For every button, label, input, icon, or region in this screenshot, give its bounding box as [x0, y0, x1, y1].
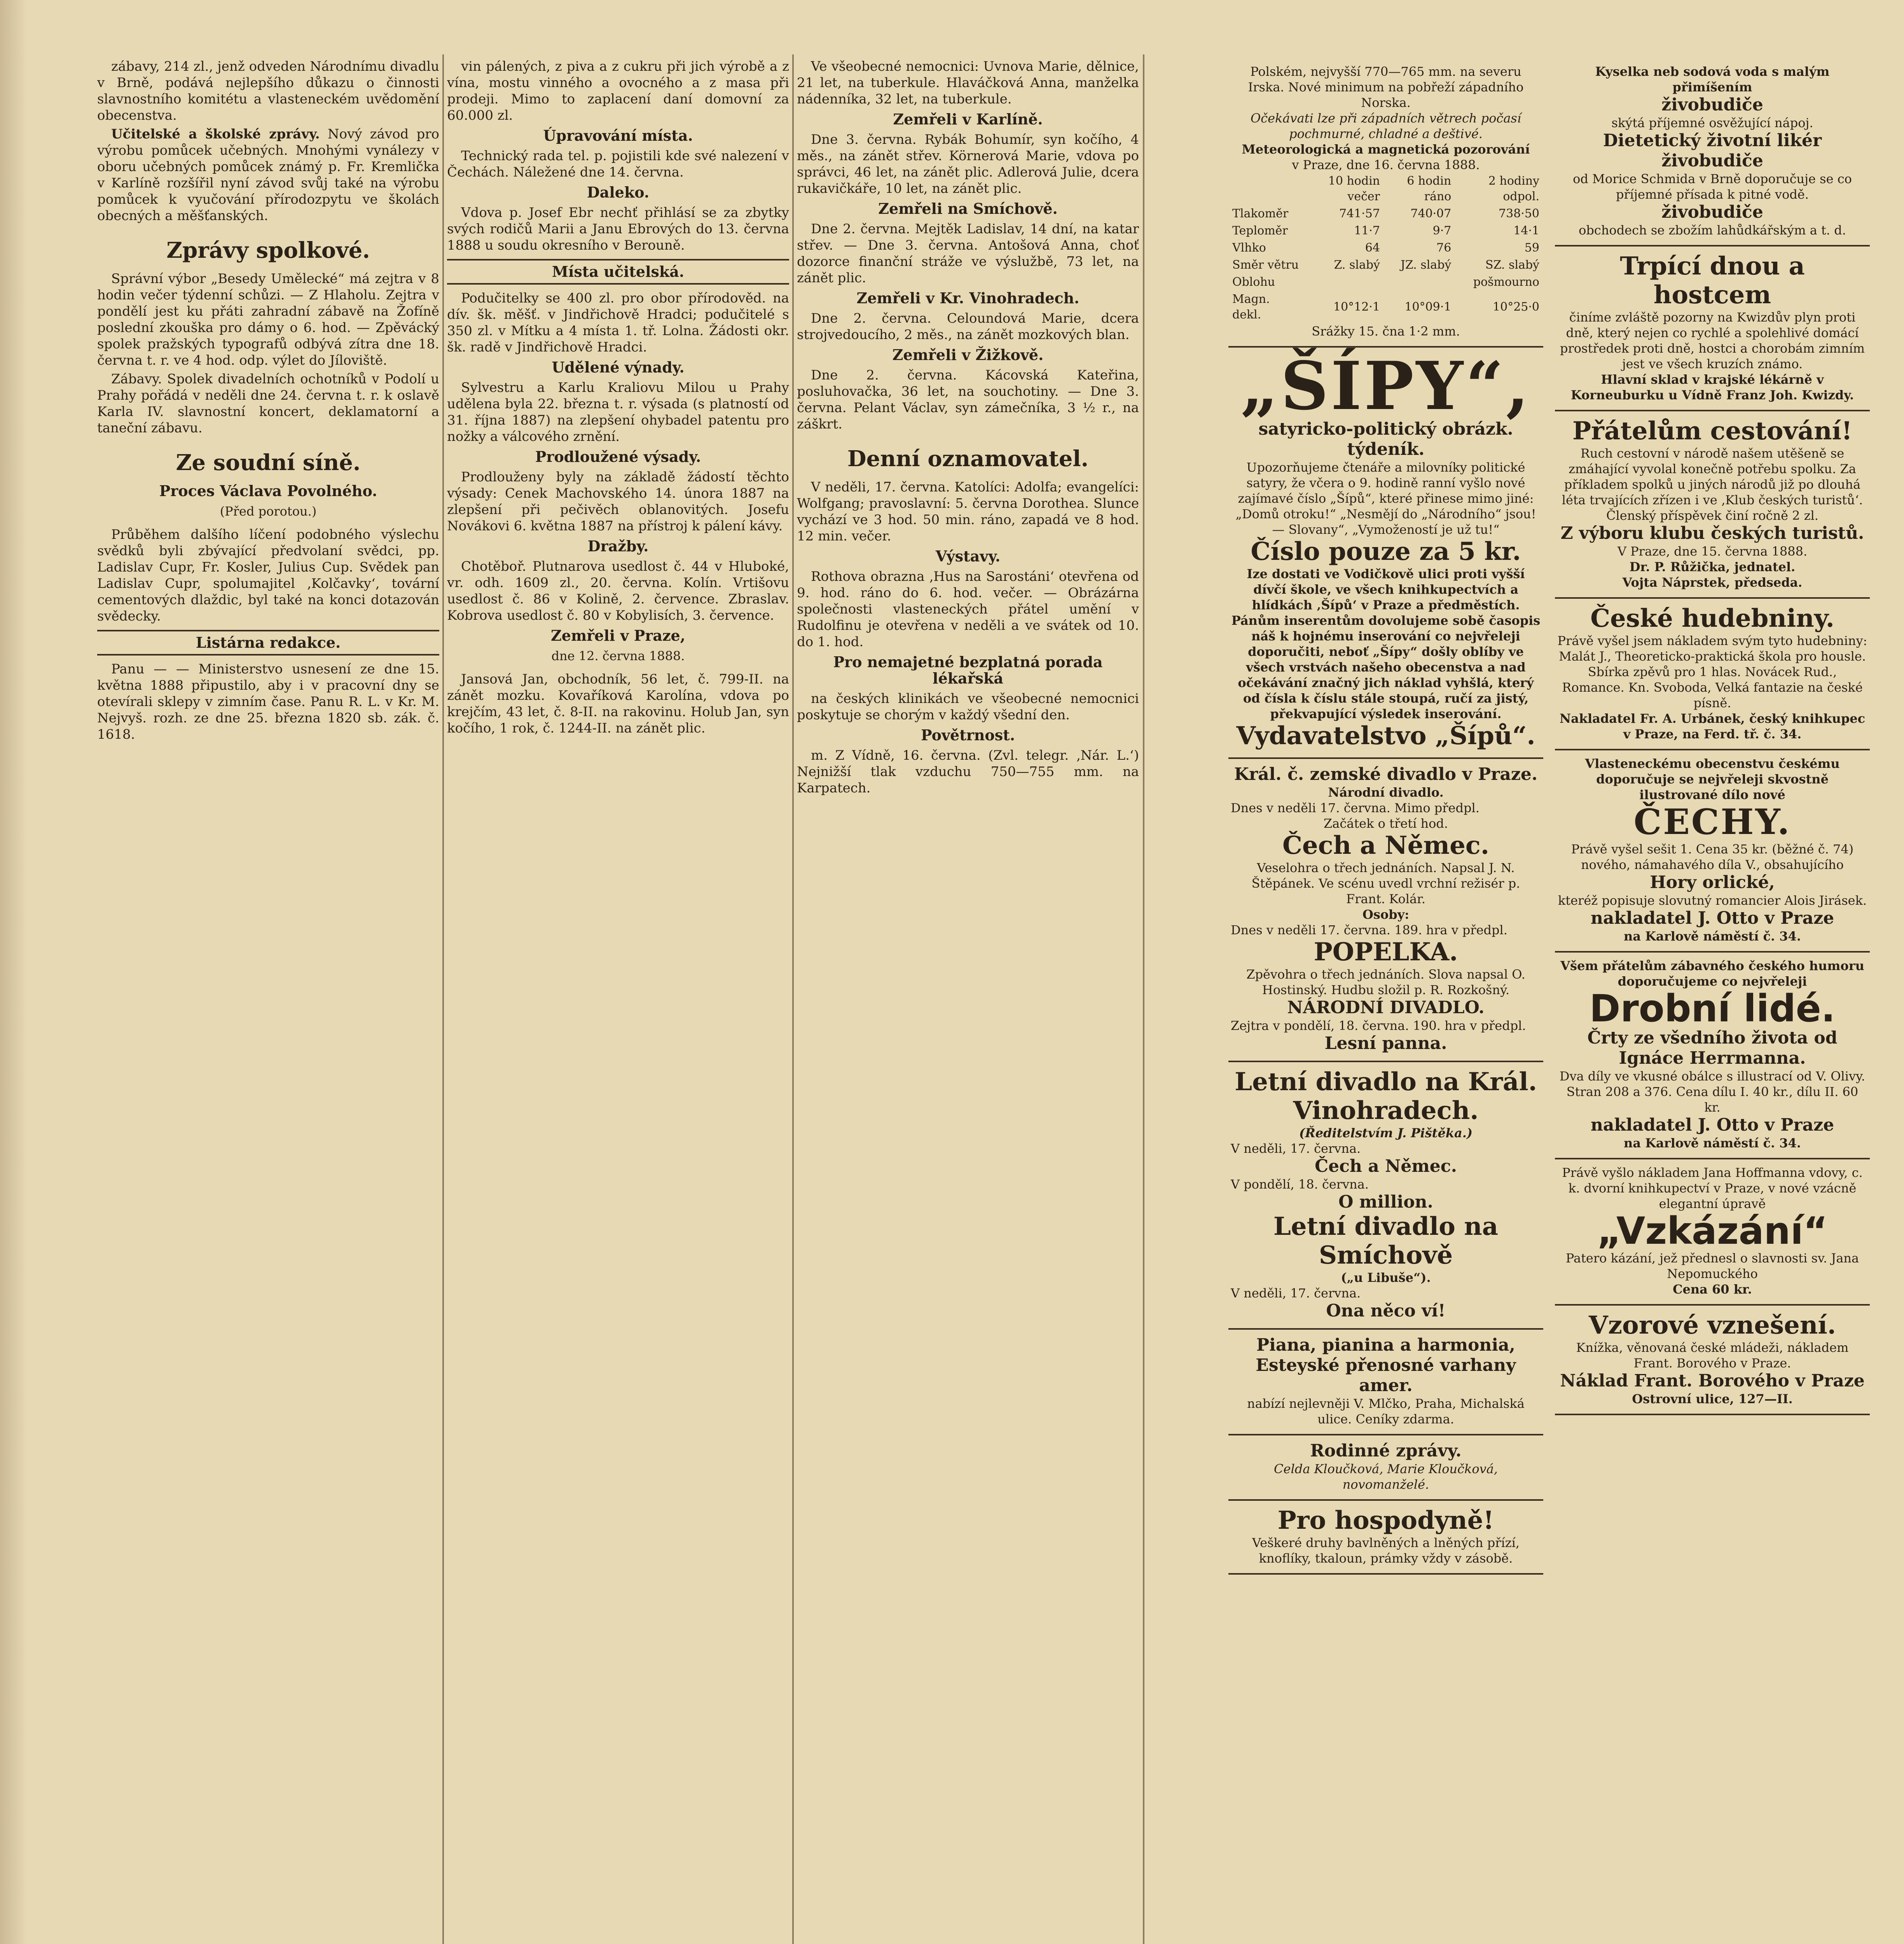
- programme-date: Zejtra v pondělí, 18. června.: [1231, 1018, 1409, 1033]
- ad-publisher: nakladatel J. Otto v Praze: [1590, 908, 1834, 928]
- ad-address: Ostrovní ulice, 127—II.: [1632, 1392, 1793, 1406]
- ad-column-left: [1228, 58, 1543, 1944]
- ad-subtitle: Národní divadlo.: [1328, 785, 1444, 800]
- ad-text: Vlasteneckému obecenstvu českému doporučuje se nejvřeleji skvostně ilustrované dílo nové: [1585, 756, 1840, 802]
- table-cell: JZ. slabý: [1400, 258, 1452, 272]
- column-text: Dne 2. června. Kácovská Kateřina, posluhovačka, 36 let, na souchotiny. — Dne 3. června. Pelant Václav, syn zámečníka, 3 ½ r., na záškrt.: [797, 367, 1139, 432]
- table-cell: 11·7: [1354, 224, 1380, 238]
- ad-text: Kyselka neb sodová voda s malým přimíšením: [1595, 64, 1830, 94]
- ad-text: Dva díly ve vkusné obálce s illustrací od V. Olivy. Stran 208 a 376. Cena dílu I. 40 kr., dílu II. 60 kr.: [1559, 1069, 1866, 1115]
- section-heading: NÁRODNÍ DIVADLO.: [1287, 998, 1485, 1017]
- ad-price: Cena 60 kr.: [1673, 1282, 1752, 1297]
- ad-subtitle: Esteyské přenosné varhany amer.: [1256, 1355, 1516, 1395]
- section-heading: Ze soudní síně.: [176, 450, 361, 476]
- ad-title: ČECHY.: [1633, 801, 1791, 843]
- ad-subtitle: („u Libuše“).: [1341, 1270, 1431, 1285]
- column-text: Technický rada tel. p. pojistili kde své nalezení v Čechách. Náležené dne 14. června.: [447, 148, 789, 180]
- table-cell: 740·07: [1410, 207, 1452, 220]
- ad-title: „ŠÍPY“,: [1240, 347, 1532, 425]
- play-title: Čech a Němec.: [1315, 1156, 1457, 1176]
- ad-subtitle: Z výboru klubu českých turistů.: [1560, 523, 1864, 543]
- ad-text: Právě vyšlo nákladem Jana Hoffmanna vdovy, c. k. dvorní knihkupectví v Praze, v nové vzácně elegantní úpravě: [1562, 1165, 1863, 1211]
- section-heading: Udělené výnady.: [552, 358, 685, 376]
- ad-title: Letní divadlo na Král. Vinohradech.: [1235, 1067, 1537, 1125]
- ad-price: Číslo pouze za 5 kr.: [1251, 537, 1521, 566]
- table-cell: Magn. dekl.: [1232, 292, 1270, 322]
- section-heading: Povětrnost.: [921, 726, 1015, 744]
- column-text: Prodlouženy byly na základě žádostí těchto výsady: Cenek Machovského 14. února 1887 na zlepšení při pečivěch oblanovitých. Josefu Novákovi 6. května 1887 na přístroj k pálení kávy.: [447, 469, 789, 534]
- table-header: 6 hodin ráno: [1407, 174, 1452, 203]
- ad-text: Všem přátelům zábavného českého humoru doporučujeme co nejvřeleji: [1560, 958, 1864, 989]
- table-row: [1231, 291, 1541, 323]
- ad-text: činíme zvláště pozorny na Kwizdův plyn proti dně, který nejen co rychlé a spolehlivé domácí prostředek proti dně, hostci a chorobám zimním jest ve všech kruzích známo.: [1560, 310, 1865, 371]
- ad-text: Veškeré druhy bavlněných a lněných přízí, knoflíky, tkaloun, prámky vždy v zásobě.: [1252, 1535, 1520, 1566]
- programme-date: V neděli, 17. června.: [1231, 1286, 1361, 1301]
- section-heading: Zemřeli v Karlíně.: [893, 110, 1043, 128]
- ad-title: Dietetický životní likér živobudiče: [1603, 131, 1822, 171]
- weather-table: [1231, 173, 1541, 323]
- school-news: [97, 126, 439, 224]
- table-cell: [1301, 274, 1382, 291]
- ad-subtitle: Hory orlické,: [1650, 872, 1775, 892]
- article-subtitle: dne 12. června 1888.: [551, 649, 685, 663]
- section-heading: Zprávy spolkové.: [166, 238, 370, 263]
- ad-title: „Vzkázání“: [1597, 1209, 1828, 1253]
- ad-title: Přátelům cestování!: [1572, 416, 1852, 446]
- table-row: [1231, 274, 1541, 291]
- ad-title: Trpící dnou a hostcem: [1620, 252, 1805, 309]
- ad-drobni-lide: [1555, 953, 1870, 1159]
- column-text: Panu — — Ministerstvo usnesení ze dne 15. května 1888 připustilo, aby i v pracovní dny se otevírali sklepy v zimním čase. Panu R. L. v Kr. M. Nejvyš. rozh. ze dne 25. března 1820 sb. zák. č. 1618.: [97, 661, 439, 742]
- play-title: POPELKA.: [1314, 937, 1458, 967]
- ad-text: obchodech se zbožím lahůdkářským a t. d.: [1579, 223, 1846, 238]
- table-cell: pošmourno: [1473, 275, 1539, 289]
- column-text: Ve všeobecné nemocnici: Uvnova Marie, dělnice, 21 let, na tuberkule. Hlaváčková Anna, manželka nádenníka, 32 let, na tuberkule.: [797, 59, 1139, 107]
- ad-publisher: Vydavatelstvo „Šípů“.: [1236, 721, 1535, 750]
- ad-text: skýtá příjemné osvěžující nápoj.: [1611, 115, 1813, 130]
- ad-text: Ize dostati ve Vodičkově ulici proti vyšší dívčí škole, ve všech knihkupectvích a hlídkách ‚Šípů‘ v Praze a předměstích.: [1247, 566, 1525, 612]
- column-text: V neděli, 17. června. Katolíci: Adolfa; evangelíci: Wolfgang; pravoslavní: 5. června Dorothea. Slunce vychází ve 3 hod. 50 min. ráno, zapadá ve 8 hod. 12 min. večer.: [797, 479, 1139, 544]
- table-cell: 9·7: [1432, 224, 1452, 238]
- ad-signature: Dr. P. Růžička, jednatel.: [1629, 559, 1796, 574]
- table-header: 10 hodin večer: [1328, 174, 1380, 203]
- column-text: Chotěboř. Plutnarova usedlost č. 44 v Hluboké, vr. odh. 1609 zl., 20. června. Kolín. Vrtišovu usedlost č. 86 v Kolině, 2. července. Zbraslav. Kobrova usedlost č. 80 v Kobylisích, 3. července.: [447, 559, 789, 623]
- article-subtitle: (Před porotou.): [220, 504, 317, 519]
- ad-publisher: Náklad Frant. Borového v Praze: [1560, 1371, 1865, 1391]
- table-cell: 741·57: [1339, 207, 1380, 220]
- ad-title: Letní divadlo na Smíchově: [1273, 1212, 1499, 1270]
- programme-note: 190. hra v předpl.: [1413, 1018, 1526, 1033]
- section-heading: Denní oznamovatel.: [847, 446, 1089, 472]
- ad-text: Upozorňujeme čtenáře a milovníky politické satyry, že včera o 9. hodině ranní vyšlo nové zajímavé číslo „Šípů“, které přinese mimo jiné: „Domů otroku!“ „Nesmějí do „Národního“ jsou! — Slovany“, „Vymožeností je už tu!“: [1235, 460, 1536, 537]
- table-row: [1231, 257, 1541, 274]
- column-rule: [792, 54, 794, 1944]
- table-header-row: [1231, 173, 1541, 205]
- column-text: Dne 3. června. Rybák Bohumír, syn kočího, 4 měs., na zánět střev. Körnerová Marie, vdova po správci, 46 let, na zánět plic. Adlerová Julie, dcera rukavičkáře, 10 let, na zánět plic.: [797, 132, 1139, 196]
- programme-date: V pondělí, 18. června.: [1231, 1177, 1369, 1192]
- column-text: Rothova obrazna ‚Hus na Sarostáni‘ otevřena od 9. hod. ráno do 6. hod. večer. — Obrázárna společnosti vlasteneckých přátel umění v Rudolfinu je otevřena v neděli a ve svátek od 10. do 1. hod.: [797, 569, 1139, 650]
- play-title: Čech a Němec.: [1282, 831, 1490, 860]
- ad-piano: [1228, 1330, 1543, 1435]
- ad-title: živobudiče: [1661, 95, 1763, 115]
- column-text: Jansová Jan, obchodník, 56 let, č. 799-II. na zánět mozku. Kovaříková Karolína, vdova po krejčím, 43 let, č. 8-II. na rakovinu. Holub Jan, syn kočího, 1 rok, č. 1244-II. na zánět plic.: [447, 671, 789, 736]
- weather-report: [1228, 58, 1543, 348]
- column-3: [797, 58, 1139, 1944]
- column-text: Vdova p. Josef Ebr nechť přihlásí se za zbytky svých rodičů Marii a Janu Ebrových do 13. června 1888 u soudu okresního v Berouně.: [447, 205, 789, 253]
- ad-text: Knížka, věnovaná české mládeži, nákladem Frant. Borového v Praze.: [1576, 1340, 1849, 1371]
- column-text: vin pálených, z piva a z cukru při jich výrobě a z vína, mostu vinného a ovocného a z masa při prodeji. Mimo to zaplacení daní domovní za 60.000 zl.: [447, 59, 789, 123]
- table-cell: [1382, 274, 1453, 291]
- programme-row: [1231, 1018, 1541, 1033]
- programme-date: Dnes v neděli 17. června.: [1231, 801, 1390, 815]
- column-2: [447, 58, 789, 1944]
- ad-title: Vzorové vznešení.: [1589, 1311, 1836, 1340]
- column-text: na českých klinikách ve všeobecné nemocnici poskytuje se chorým v každý všední den.: [797, 691, 1139, 723]
- column-text: Dne 2. června. Mejtěk Ladislav, 14 dní, na katar střev. — Dne 3. června. Antošová Anna, choť dozorce finanční stráže ve výslužbě, 73 let, na zánět plic.: [797, 221, 1139, 286]
- section-heading: Zemřeli na Smíchově.: [878, 200, 1058, 217]
- column-text: Dne 2. června. Celoundová Marie, dcera strojvedoucího, 2 měs., na zánět mozkových blan.: [797, 311, 1139, 343]
- table-cell: 10°12·1: [1333, 300, 1380, 314]
- ad-title: Pro hospodyně!: [1277, 1506, 1494, 1535]
- ad-title: Drobní lidé.: [1589, 987, 1836, 1030]
- programme-start: Začátek o třetí hod.: [1324, 816, 1448, 831]
- section-title: Učitelské a školské zprávy.: [111, 126, 320, 142]
- play-title: Lesní panna.: [1324, 1033, 1447, 1053]
- column-text: Podučitelky se 400 zl. pro obor přírodověd. na dív. šk. měšť. v Jindřichově Hradci; podučitelé s 350 zl. v Mítku a 4 místa 1. tř. Lolna. Žádosti okr. šk. radě v Jindřichově Hradci.: [447, 290, 789, 355]
- column-text: Nový závod pro výrobu pomůcek učebných. Mnohými vynálezy v oboru učebných pomůcek známý p. Fr. Kremlička v Karlíně rozšířil nyní závod svůj také na výrobu pomůcek k vyučování přírodozpytu ve školách obecných a měšťanských.: [97, 126, 439, 224]
- column-1: [97, 58, 439, 1944]
- weather-title: Meteorologická a magnetická pozorování: [1242, 142, 1530, 157]
- ad-text: kteréž popisuje slovutný romancier Alois Jirásek.: [1558, 893, 1867, 908]
- section-heading: Dražby.: [587, 537, 649, 555]
- ad-subtitle: Črty ze všedního života od Ignáce Herrmanna.: [1587, 1028, 1838, 1068]
- play-title: O million.: [1338, 1192, 1433, 1212]
- ad-family-news: [1228, 1435, 1543, 1501]
- ad-notice: Pánům inserentům dovolujeme sobě časopis náš k hojnému inserování co nejvřeleji doporučiti, neboť „Šípy“ došly oblíby ve všech vrstvách našeho obecenstva a nad očekávání značný jich náklad vyhšlá, který od čísla k číslu stále stoupá, ručí za jistý, překvapující výsledek inserování.: [1231, 613, 1541, 721]
- column-rule: [442, 54, 444, 1944]
- column-text: Zábavy. Spolek divadelních ochotníků v Podolí u Prahy pořádá v neděli dne 24. června t. r. k oslavě Karla IV. slavnostní koncert, deklamatorní a taneční zábavu.: [97, 371, 439, 436]
- section-heading: Místa učitelská.: [447, 259, 789, 285]
- ad-vzorove: [1555, 1306, 1870, 1415]
- section-heading: Úpravování místa.: [543, 127, 693, 144]
- table-cell: Směr větru: [1232, 258, 1299, 272]
- column-text: zábavy, 214 zl., jenž odveden Národnímu divadlu v Brně, podává nejlepšího důkazu o činnosti slavnostního komitétu a vlasteneckém uvědomění obecenstva.: [97, 59, 439, 123]
- ad-theatre: [1228, 759, 1543, 1062]
- section-heading: Daleko.: [587, 184, 650, 201]
- ad-date: V Praze, dne 15. června 1888.: [1617, 544, 1808, 559]
- column-text: Správní výbor „Besedy Umělecké“ má zejtra v 8 hodin večer týdenní schůzi. — Z Hlaholu. Zejtra v pondělí jest ku přáti zahradní zábavě na Žofíně poslední zkouška pro dámy o 6. hod. — Zpěvácký spolek pražských typografů odbývá zítra dne 18. června t. r. ve 4 hod. odp. výlet do Jíloviště.: [97, 271, 439, 368]
- page-edge: [0, 0, 27, 1944]
- section-heading: Výstavy.: [935, 547, 1001, 565]
- table-cell: 10°25·0: [1493, 300, 1539, 314]
- table-cell: Teploměr: [1232, 224, 1288, 238]
- section-heading: Zemřeli v Praze,: [551, 627, 685, 644]
- ad-publisher: Nakladatel Fr. A. Urbánek, český knihkupec v Praze, na Ferd. tř. č. 34.: [1559, 711, 1866, 741]
- ad-music: [1555, 599, 1870, 750]
- weather-rain: Srážky 15. čna 1·2 mm.: [1312, 324, 1460, 339]
- play-description: Zpěvohra o třech jednáních. Slova napsal O. Hostinský. Hudbu složil p. R. Rozkošný.: [1246, 967, 1525, 997]
- ad-title: Král. č. zemské divadlo v Praze.: [1234, 764, 1538, 784]
- ad-text: Právě vyšel sešit 1. Cena 35 kr. (běžné č. 74) nového, námahavého díla V., obsahujícího: [1571, 842, 1854, 872]
- ad-title: živobudiče: [1661, 202, 1763, 222]
- section-heading: Prodloužené výsady.: [535, 448, 701, 465]
- ad-address: na Karlově náměstí č. 34.: [1624, 929, 1801, 944]
- column-text: m. Z Vídně, 16. června. (Zvl. telegr. ‚Nár. L.‘) Nejnižší tlak vzduchu 750—755 mm. na Karpatech.: [797, 748, 1139, 796]
- ad-sipy: [1228, 348, 1543, 759]
- table-cell: 64: [1365, 241, 1380, 255]
- weather-date: v Praze, dne 16. června 1888.: [1292, 157, 1480, 172]
- programme-note: Mimo předpl.: [1394, 801, 1480, 815]
- section-heading: Zemřeli v Kr. Vinohradech.: [856, 289, 1080, 307]
- table-cell: 14·1: [1513, 224, 1539, 238]
- ad-vzkazani: [1555, 1159, 1870, 1306]
- ad-summer-theatre: [1228, 1062, 1543, 1330]
- ad-housewives: [1228, 1501, 1543, 1575]
- programme-date: Dnes v neděli 17. června.: [1231, 923, 1390, 937]
- table-header: 2 hodiny odpol.: [1488, 174, 1539, 203]
- ad-address: Hlavní sklad v krajské lékárně v Korneuburku u Vídně Franz Joh. Kwizdy.: [1570, 372, 1854, 402]
- programme-date: V neděli, 17. června.: [1231, 1141, 1361, 1156]
- table-cell: SZ. slabý: [1485, 258, 1539, 272]
- table-cell: Oblohu: [1232, 275, 1275, 289]
- programme-row: [1231, 922, 1541, 938]
- ad-title: Piana, pianina a harmonia,: [1256, 1335, 1515, 1355]
- ad-column-right: [1555, 58, 1870, 1944]
- weather-intro: Polském, nejvyšší 770—765 mm. na severu Irska. Nové minimum na pobřeží západního Norska.: [1248, 64, 1524, 110]
- ad-signature: Vojta Náprstek, předseda.: [1622, 575, 1803, 590]
- ad-title: Rodinné zprávy.: [1310, 1441, 1462, 1461]
- table-cell: Z. slabý: [1334, 258, 1380, 272]
- section-heading: Zemřeli v Žižkově.: [892, 346, 1044, 364]
- programme-row: [1231, 800, 1541, 816]
- table-row: [1231, 222, 1541, 240]
- table-cell: 10°09·1: [1404, 300, 1452, 314]
- table-cell: Tlakoměr: [1232, 207, 1289, 220]
- table-cell: Vlhko: [1232, 241, 1266, 255]
- section-heading: Listárna redakce.: [97, 630, 439, 656]
- ad-text: Ruch cestovní v národě našem utěšeně se zmáhající vyvolal konečně potřebu spolku. Za příkladem spolků u jiných národů již po dlouhá léta trvajících zřízen i ve ‚Klub českých turistů‘. Členský příspěvek činí ročně 2 zl.: [1562, 446, 1863, 523]
- ad-text: nabízí nejlevněji V. Mlčko, Praha, Michalská ulice. Ceníky zdarma.: [1247, 1396, 1525, 1427]
- programme-note: 189. hra v předpl.: [1394, 923, 1507, 937]
- cast-label: Osoby:: [1362, 907, 1409, 922]
- table-cell: 738·50: [1499, 207, 1539, 220]
- weather-forecast: Očekávati lze při západních větrech počasí pochmurné, chladné a deštivé.: [1250, 111, 1521, 141]
- ad-text: od Morice Schmida v Brně doporučuje se co příjemné přísada k pitné vodě.: [1573, 171, 1852, 202]
- ad-title: České hudebniny.: [1590, 604, 1834, 633]
- play-title: Ona něco ví!: [1326, 1301, 1446, 1321]
- ad-address: na Karlově náměstí č. 34.: [1624, 1136, 1801, 1150]
- table-header: [1231, 173, 1301, 205]
- ad-travel: [1555, 411, 1870, 599]
- ad-gout: [1555, 246, 1870, 411]
- table-cell: 59: [1524, 241, 1539, 255]
- table-cell: 76: [1436, 241, 1452, 255]
- play-description: Veselohra o třech jednáních. Napsal J. N. Štěpánek. Ve scénu uvedl vrchní režisér p. Frant. Kolár.: [1251, 860, 1520, 906]
- article-title: Proces Václava Povolného.: [159, 482, 377, 500]
- ad-zivobudic: [1555, 58, 1870, 246]
- ad-subtitle: satyricko-politický obrázk. týdeník.: [1258, 419, 1513, 459]
- column-text: Průběhem dalšího líčení podobného výslechu svědků byli zbývající předvolaní svědci, pp. Ladislav Cupr, Fr. Kosler, Julius Cup. Svědek pan Ladislav Cupr, spolumajitel ‚Kolčavky‘, tovární cementových dlaždic, byl také na konci dotazován svědecky.: [97, 527, 439, 624]
- ad-text: Celda Kloučková, Marie Kloučková, novomanželé.: [1274, 1461, 1498, 1492]
- ad-cechy: [1555, 750, 1870, 953]
- ad-subtitle: (Ředitelstvím J. Pištěka.): [1299, 1126, 1473, 1140]
- ad-text: Patero kázání, jež přednesl o slavnosti sv. Jana Nepomuckého: [1565, 1251, 1859, 1281]
- ad-text: Právě vyšel jsem nákladem svým tyto hudebniny: Malát J., Theoreticko-praktická škola pro housle. Sbírka zpěvů pro 1 hlas. Novácek Rud., Romance. Kn. Svoboda, Velká fantazie na české písně.: [1557, 633, 1867, 710]
- table-row: [1231, 205, 1541, 222]
- section-heading: Pro nemajetné bezplatná porada lékařská: [833, 653, 1103, 687]
- ad-publisher: nakladatel J. Otto v Praze: [1590, 1115, 1834, 1135]
- column-rule: [1143, 54, 1144, 1944]
- advertisement-area: [1228, 58, 1870, 1944]
- table-row: [1231, 240, 1541, 257]
- column-text: Sylvestru a Karlu Kraliovu Milou u Prahy udělena byla 22. března t. r. výsada (s platností od 31. října 1887) na zlepšení ohybadel patentu pro nožky a válcového zrnění.: [447, 380, 789, 444]
